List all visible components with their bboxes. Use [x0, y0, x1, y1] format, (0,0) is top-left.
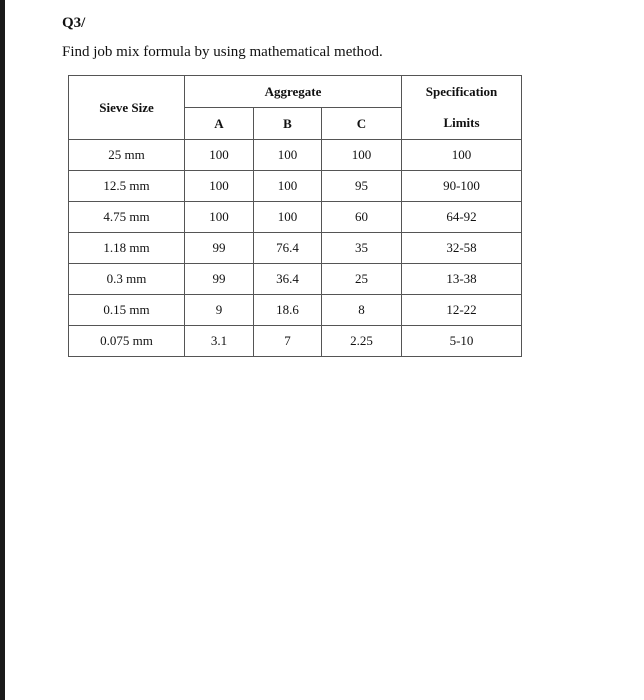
- specification-header: Specification: [402, 76, 522, 108]
- spec-limits-cell: 12-22: [402, 295, 522, 326]
- aggregate-c-cell: 35: [322, 233, 402, 264]
- aggregate-header: Aggregate: [185, 76, 402, 108]
- spec-limits-cell: 5-10: [402, 326, 522, 357]
- table-row: [69, 140, 522, 171]
- aggregate-b-cell: 18.6: [254, 295, 322, 326]
- question-label: Q3/: [62, 15, 86, 31]
- aggregate-a-cell: 100: [185, 140, 254, 171]
- aggregate-c-cell: 8: [322, 295, 402, 326]
- table-row: [69, 171, 522, 202]
- aggregate-c-cell: 100: [322, 140, 402, 171]
- spec-limits-cell: 13-38: [402, 264, 522, 295]
- aggregate-b-cell: 76.4: [254, 233, 322, 264]
- job-mix-table: [68, 75, 522, 357]
- aggregate-a-header: A: [185, 108, 254, 140]
- aggregate-b-cell: 100: [254, 171, 322, 202]
- spec-limits-cell: 64-92: [402, 202, 522, 233]
- sieve-cell: 1.18 mm: [69, 233, 185, 264]
- aggregate-c-cell: 95: [322, 171, 402, 202]
- sieve-cell: 0.3 mm: [69, 264, 185, 295]
- table-row: [69, 202, 522, 233]
- aggregate-c-cell: 2.25: [322, 326, 402, 357]
- spec-limits-cell: 100: [402, 140, 522, 171]
- table-row: [69, 233, 522, 264]
- aggregate-a-cell: 100: [185, 202, 254, 233]
- aggregate-a-cell: 99: [185, 233, 254, 264]
- sieve-cell: 12.5 mm: [69, 171, 185, 202]
- table-row: [69, 295, 522, 326]
- table-header-row: [69, 76, 522, 108]
- aggregate-a-cell: 99: [185, 264, 254, 295]
- sieve-cell: 25 mm: [69, 140, 185, 171]
- aggregate-c-header: C: [322, 108, 402, 140]
- aggregate-a-cell: 3.1: [185, 326, 254, 357]
- sieve-size-header: Sieve Size: [69, 76, 185, 140]
- left-edge-bar: [0, 0, 5, 700]
- spec-limits-cell: 90-100: [402, 171, 522, 202]
- table-row: [69, 326, 522, 357]
- sieve-cell: 4.75 mm: [69, 202, 185, 233]
- aggregate-c-cell: 25: [322, 264, 402, 295]
- aggregate-b-cell: 36.4: [254, 264, 322, 295]
- question-instruction: Find job mix formula by using mathematical method.: [62, 44, 383, 60]
- aggregate-b-header: B: [254, 108, 322, 140]
- aggregate-a-cell: 9: [185, 295, 254, 326]
- aggregate-b-cell: 100: [254, 140, 322, 171]
- table-row: [69, 264, 522, 295]
- aggregate-c-cell: 60: [322, 202, 402, 233]
- sieve-cell: 0.15 mm: [69, 295, 185, 326]
- aggregate-b-cell: 7: [254, 326, 322, 357]
- spec-limits-cell: 32-58: [402, 233, 522, 264]
- aggregate-b-cell: 100: [254, 202, 322, 233]
- limits-header: Limits: [402, 108, 522, 140]
- aggregate-a-cell: 100: [185, 171, 254, 202]
- sieve-cell: 0.075 mm: [69, 326, 185, 357]
